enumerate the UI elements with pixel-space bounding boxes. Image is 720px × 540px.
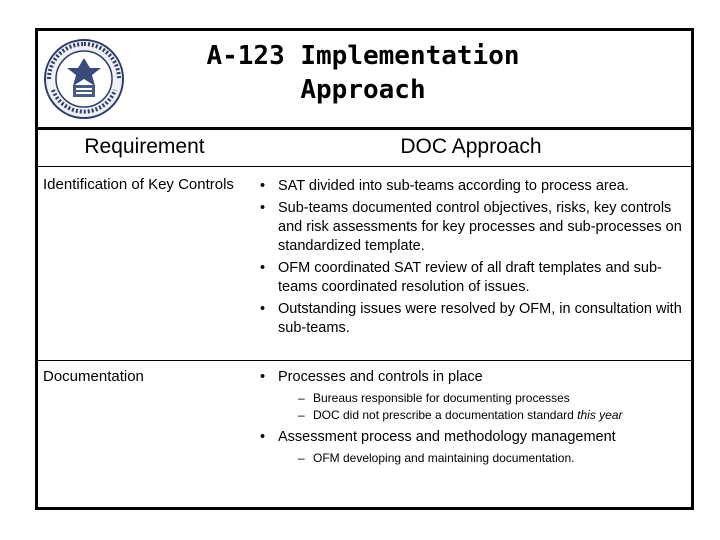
- list-item: • OFM coordinated SAT review of all draft templates and sub-teams coordinated resolution of issues.: [256, 259, 691, 297]
- list-item: • Outstanding issues were resolved by OFM, in consultation with sub-teams.: [256, 300, 691, 338]
- title-area: [38, 31, 691, 126]
- requirement-cell: Documentation: [43, 368, 144, 385]
- sub-list-item-text: DOC did not prescribe a documentation standard: [313, 408, 578, 422]
- header-row-divider: [38, 166, 691, 167]
- department-of-commerce-seal-icon: [43, 38, 125, 120]
- sub-list-item: – OFM developing and maintaining documentation.: [278, 450, 691, 467]
- list-item: • SAT divided into sub-teams according to process area.: [256, 177, 691, 196]
- column-header-doc-approach: DOC Approach: [400, 135, 542, 158]
- sub-list: [278, 450, 691, 467]
- approach-list: [256, 368, 691, 471]
- list-item: • Sub-teams documented control objectives, risks, key controls and risk assessments for key processes and sub-processes on standardized template.: [256, 199, 691, 256]
- sub-list-item-emphasis: this year: [577, 408, 623, 422]
- approach-list: [256, 177, 691, 341]
- list-item-text: Assessment process and methodology management: [278, 429, 616, 445]
- sub-list-item: [278, 407, 691, 424]
- header-divider: [38, 127, 691, 130]
- requirement-cell: Identification of Key Controls: [43, 176, 234, 193]
- list-item: [256, 428, 691, 467]
- title-line-1: A-123 Implementation: [206, 41, 520, 71]
- column-header-requirement: Requirement: [84, 135, 205, 158]
- title-line-2: Approach: [300, 75, 426, 105]
- list-item-text: Processes and controls in place: [278, 369, 483, 385]
- slide-frame: [35, 28, 694, 510]
- sub-list: [278, 390, 691, 424]
- sub-list-item: – Bureaus responsible for documenting processes: [278, 390, 691, 407]
- row-divider: [38, 360, 691, 361]
- slide-title: [133, 39, 593, 107]
- list-item: [256, 368, 691, 424]
